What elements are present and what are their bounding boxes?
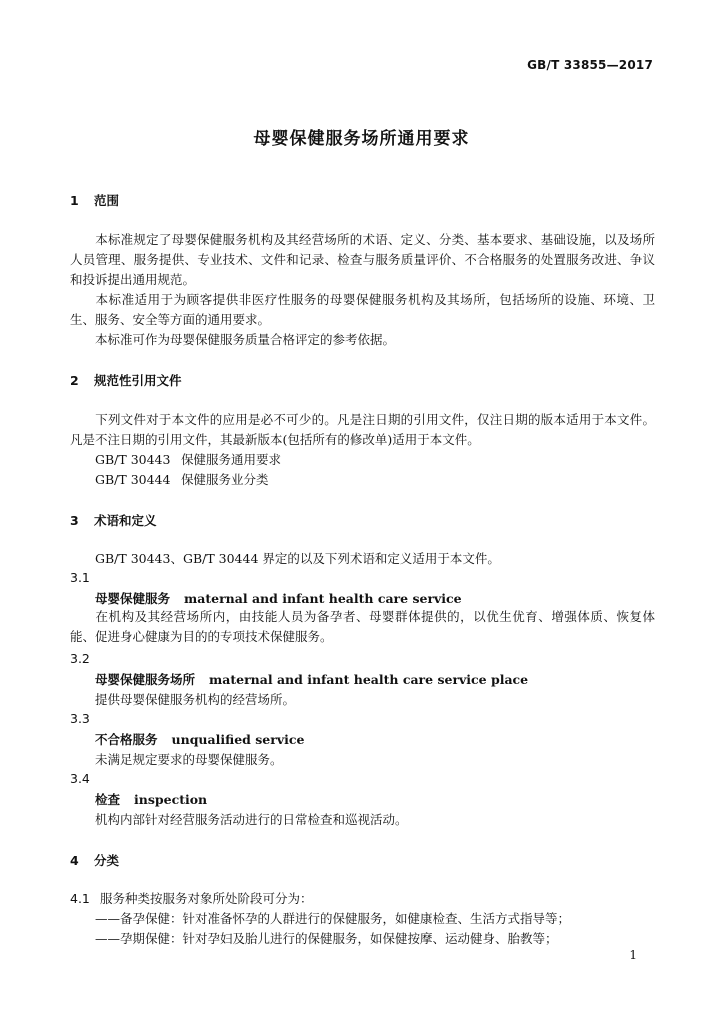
clause-number: 4.1: [70, 891, 90, 906]
term-definition: 机构内部针对经营服务活动进行的日常检查和巡视活动。: [95, 812, 408, 827]
page-title: 母婴保健服务场所通用要求: [253, 129, 470, 149]
section-number: 3: [70, 513, 79, 528]
reference-title: 保健服务业分类: [181, 472, 269, 487]
section-title: 分类: [94, 853, 120, 868]
term-chinese: 母婴保健服务场所: [95, 672, 196, 687]
term-definition: 在机构及其经营场所内，由技能人员为备孕者、母婴群体提供的，以优生优育、增强体质、恢复体能、促进身心健康为目的的专项技术保健服务。: [70, 609, 655, 644]
clause-4-1: [70, 889, 313, 907]
list-item: ——备孕保健：针对准备怀孕的人群进行的保健服务，如健康检查、生活方式指导等；: [95, 911, 571, 926]
section-1-paragraph-1: 本标准规定了母婴保健服务机构及其经营场所的术语、定义、分类、基本要求、基础设施，以及场所人员管理、服务提供、专业技术、文件和记录、检查与服务质量评价、不合格服务的处置服务改进、争议和投诉提出通用规范。: [70, 232, 655, 287]
term-chinese: 检查: [95, 792, 121, 807]
term-english: inspection: [134, 792, 208, 807]
section-1-paragraph-3: 本标准可作为母婴保健服务质量合格评定的参考依据。: [95, 332, 396, 347]
term-entry: [95, 589, 462, 607]
term-entry: [95, 790, 207, 808]
term-definition: 未满足规定要求的母婴保健服务。: [95, 752, 283, 767]
term-entry: [95, 670, 528, 688]
section-number: 2: [70, 373, 79, 388]
section-title: 术语和定义: [94, 513, 157, 528]
term-english: maternal and infant health care service: [184, 591, 462, 606]
reference-code: GB/T 30444: [95, 472, 171, 487]
term-number: 3.1: [70, 570, 90, 585]
term-number: 3.3: [70, 711, 90, 726]
section-2-heading: [70, 371, 182, 389]
term-number: 3.2: [70, 651, 90, 666]
standard-number: GB/T 33855—2017: [527, 58, 653, 72]
term-number: 3.4: [70, 771, 90, 786]
term-english: maternal and infant health care service place: [209, 672, 529, 687]
reference-code: GB/T 30443: [95, 452, 171, 467]
section-4-heading: [70, 851, 119, 869]
term-definition: 提供母婴保健服务机构的经营场所。: [95, 692, 296, 707]
section-number: 4: [70, 853, 79, 868]
reference-item: [95, 450, 281, 468]
term-chinese: 不合格服务: [95, 732, 158, 747]
clause-text: 服务种类按服务对象所处阶段可分为：: [100, 891, 313, 906]
section-1-heading: [70, 191, 119, 209]
page-number: 1: [629, 948, 637, 962]
reference-item: [95, 470, 269, 488]
reference-title: 保健服务通用要求: [181, 452, 282, 467]
section-3-heading: [70, 511, 157, 529]
section-number: 1: [70, 193, 79, 208]
term-chinese: 母婴保健服务: [95, 591, 171, 606]
term-entry: [95, 730, 304, 748]
section-title: 范围: [94, 193, 120, 208]
list-item: ——孕期保健：针对孕妇及胎儿进行的保健服务，如保健按摩、运动健身、胎教等；: [95, 931, 558, 946]
section-title: 规范性引用文件: [94, 373, 182, 388]
section-1-paragraph-2: 本标准适用于为顾客提供非医疗性服务的母婴保健服务机构及其场所，包括场所的设施、环境、卫生、服务、安全等方面的通用要求。: [70, 292, 655, 327]
term-english: unqualified service: [171, 732, 305, 747]
section-2-paragraph-1: 下列文件对于本文件的应用是必不可少的。凡是注日期的引用文件，仅注日期的版本适用于本文件。凡是不注日期的引用文件，其最新版本(包括所有的修改单)适用于本文件。: [70, 412, 655, 447]
section-3-intro: GB/T 30443、GB/T 30444 界定的以及下列术语和定义适用于本文件。: [95, 551, 500, 566]
